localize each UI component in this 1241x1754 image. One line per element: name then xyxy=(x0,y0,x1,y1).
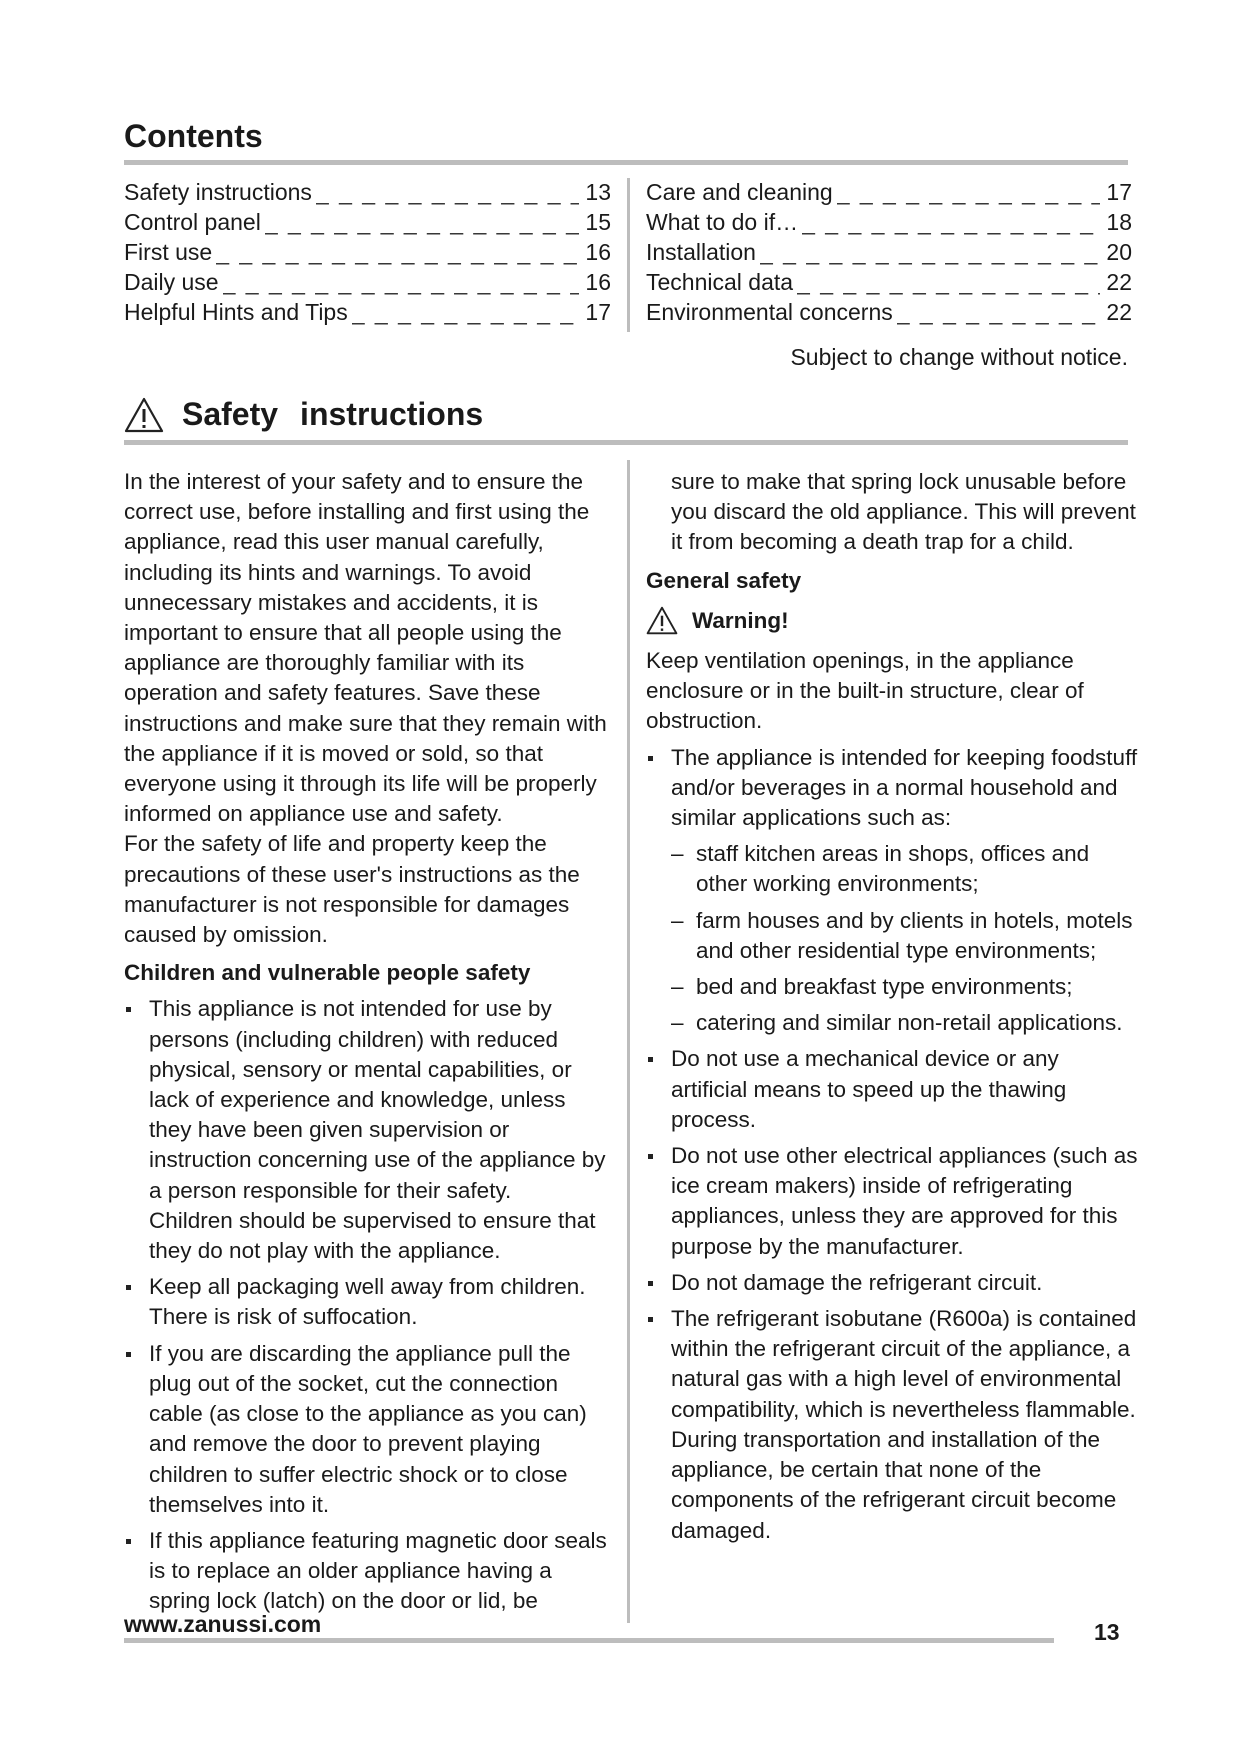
toc-label: Control panel xyxy=(124,209,261,235)
toc-page: 20 xyxy=(1106,239,1132,265)
toc-entry[interactable] xyxy=(646,267,1132,297)
safety-right-column xyxy=(646,467,1140,1546)
toc-entry[interactable] xyxy=(646,207,1132,237)
toc-page: 13 xyxy=(585,179,611,205)
sub-list-item: – catering and similar non-retail applications. xyxy=(671,1010,1123,1036)
toc-label: Helpful Hints and Tips xyxy=(124,299,348,325)
toc-page: 17 xyxy=(1106,179,1132,205)
contents-rule xyxy=(124,160,1128,165)
list-item-continuation: sure to make that spring lock unusable before you discard the old appliance. This will prevent it from becoming a death trap for a child. xyxy=(671,469,1136,555)
children-safety-heading: Children and vulnerable people safety xyxy=(124,960,531,986)
toc-entry[interactable] xyxy=(646,297,1132,327)
list-item: The appliance is intended for keeping foodstuff and/or beverages in a normal household and similar applications such as: xyxy=(646,743,1140,834)
toc-left xyxy=(124,177,611,327)
intro-paragraph: For the safety of life and property keep the precautions of these user's instructions as the manufacturer is not responsible for damages caused by omission. xyxy=(124,831,580,948)
safety-heading-word2: instructions xyxy=(300,396,484,432)
warning-callout xyxy=(646,606,1140,636)
toc-page: 18 xyxy=(1106,209,1132,235)
list-item: Do not use other electrical appliances (such as ice cream makers) inside of refrigerating appliances, unless they are approved for this purpose by the manufacturer. xyxy=(646,1141,1140,1262)
general-safety-heading: General safety xyxy=(646,567,802,593)
toc-label: Technical data xyxy=(646,269,794,295)
page-number: 13 xyxy=(1094,1619,1120,1645)
ventilation-paragraph: Keep ventilation openings, in the appliance enclosure or in the built-in structure, clear of obstruction. xyxy=(646,648,1084,734)
toc-entry[interactable] xyxy=(124,207,611,237)
toc-entry[interactable] xyxy=(124,177,611,207)
list-item: Do not damage the refrigerant circuit. xyxy=(646,1268,1140,1298)
toc-page: 15 xyxy=(585,209,611,235)
toc-entry[interactable] xyxy=(646,177,1132,207)
footer-rule xyxy=(124,1638,1054,1643)
toc-entry[interactable] xyxy=(646,237,1132,267)
toc-right xyxy=(646,177,1132,327)
safety-heading xyxy=(124,396,483,433)
toc-page: 16 xyxy=(585,269,611,295)
list-item-continuation: Children should be supervised to ensure that they do not play with the appliance. xyxy=(149,1207,596,1264)
list-item: If this appliance featuring magnetic door seals is to replace an older appliance having a spring lock (latch) on the door or lid, be xyxy=(124,1526,614,1617)
intro-paragraph: In the interest of your safety and to ensure the correct use, before installing and first using the appliance, read this user manual carefully, including its hints and warnings. To avoid unnecessary mistakes and accidents, it is important to ensure that all people using the appliance are thoroughly familiar with its operation and safety features. Save these instructions and make sure that they remain with the appliance if it is moved or sold, so that everyone using it through its life will be properly informed on appliance use and safety. xyxy=(124,469,607,827)
toc-entry[interactable] xyxy=(124,237,611,267)
list-item: The refrigerant isobutane (R600a) is contained within the refrigerant circuit of the appliance, a natural gas with a high level of environmental compatibility, which is nevertheless flammable. xyxy=(646,1304,1140,1425)
toc-label: What to do if… xyxy=(646,209,799,235)
toc-label: Environmental concerns xyxy=(646,299,893,325)
toc-label: Safety instructions xyxy=(124,179,312,205)
list-item: If you are discarding the appliance pull the plug out of the socket, cut the connection cable (as close to the appliance as you can) and remove the door to prevent playing children to suffer electric shock or to close themselves into it. xyxy=(124,1339,614,1520)
warning-triangle-icon xyxy=(646,606,678,635)
sub-list-item: – bed and breakfast type environments; xyxy=(671,974,1073,1000)
list-item: Keep all packaging well away from children. There is risk of suffocation. xyxy=(124,1272,614,1332)
list-item: Do not use a mechanical device or any artificial means to speed up the thawing process. xyxy=(646,1044,1140,1135)
toc-label: First use xyxy=(124,239,213,265)
toc-label: Installation xyxy=(646,239,756,265)
toc-page: 22 xyxy=(1106,269,1132,295)
column-divider xyxy=(627,460,630,1623)
toc-page: 17 xyxy=(585,299,611,325)
sub-list-item: – staff kitchen areas in shops, offices and other working environments; xyxy=(671,841,1090,897)
warning-label: Warning! xyxy=(692,607,789,633)
contents-heading: Contents xyxy=(124,118,263,154)
safety-left-column xyxy=(124,467,614,1617)
safety-heading-word1: Safety xyxy=(182,396,279,432)
toc-entry[interactable] xyxy=(124,297,611,327)
warning-triangle-icon xyxy=(124,397,164,433)
toc-label: Care and cleaning xyxy=(646,179,833,205)
toc-divider xyxy=(627,178,630,332)
list-item-continuation: During transportation and installation of the appliance, be certain that none of the components of the refrigerant circuit become damaged. xyxy=(671,1426,1117,1543)
toc-entry[interactable] xyxy=(124,267,611,297)
footer-website-link[interactable]: www.zanussi.com xyxy=(124,1611,322,1637)
toc-page: 22 xyxy=(1106,299,1132,325)
change-notice: Subject to change without notice. xyxy=(790,344,1128,370)
safety-rule xyxy=(124,440,1128,445)
list-item: This appliance is not intended for use by persons (including children) with reduced physical, sensory or mental capabilities, or lack of experience and knowledge, unless they have been given supervision or instruction concerning use of the appliance by a person responsible for their safety. xyxy=(124,994,614,1205)
toc-page: 16 xyxy=(585,239,611,265)
sub-list-item: – farm houses and by clients in hotels, motels and other residential type environments; xyxy=(671,907,1133,963)
toc-label: Daily use xyxy=(124,269,219,295)
